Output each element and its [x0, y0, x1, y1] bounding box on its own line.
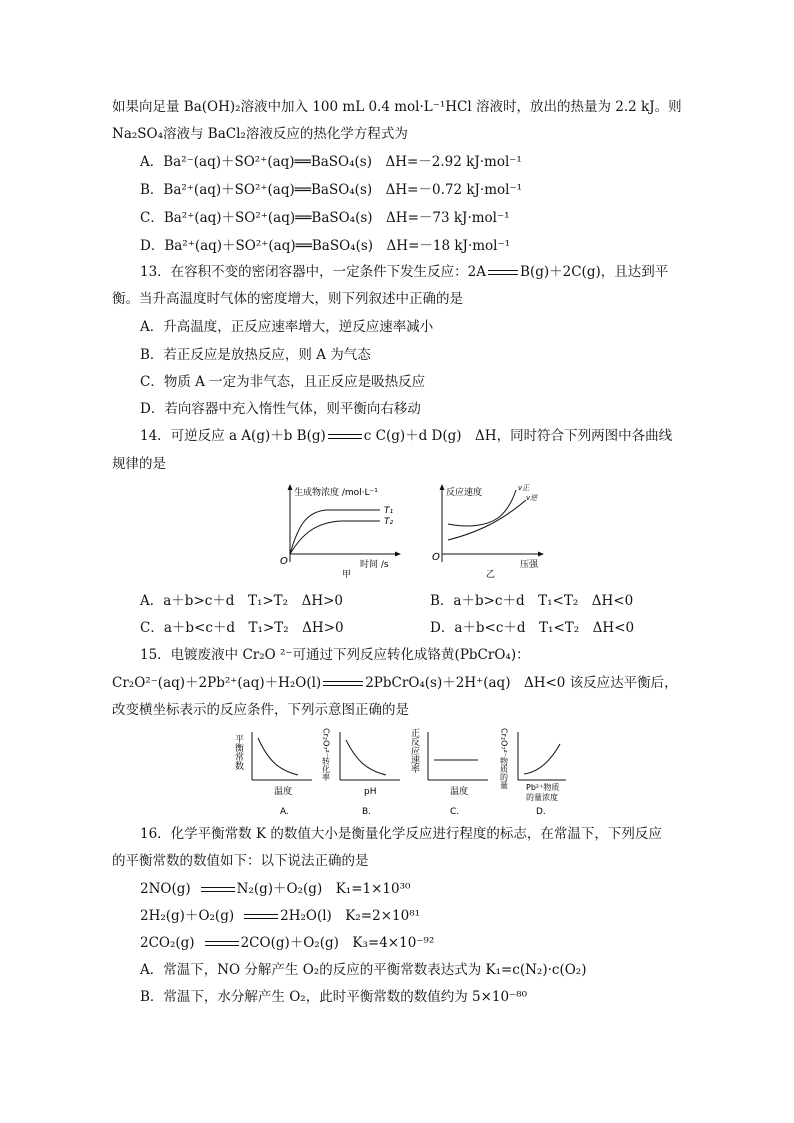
q16-option-a: A．常温下，NO 分解产生 O₂的反应的平衡常数表达式为 K₁=c(N₂)·c(O₂) [140, 962, 587, 978]
jia-curve-t2 [290, 521, 380, 554]
q16-reaction-3 [140, 934, 434, 952]
panel-d-xlabel-line-2: 的量浓度 [526, 793, 558, 802]
yi-v-ni-label: v逆 [526, 494, 538, 502]
yi-y-label: 反应速度 [446, 488, 483, 498]
q13-option-c: C．物质 A 一定为非气态，且正反应是吸热反应 [140, 374, 426, 390]
q13-stem-part-2: B(g)＋2C(g)，且达到平 [520, 264, 669, 280]
q13-stem-line-2: 衡。当升高温度时气体的密度增大，则下列叙述中正确的是 [112, 291, 463, 307]
q14-option-d: D．a＋b<c＋d T₁<T₂ ΔH<0 [430, 620, 635, 636]
q16-reaction-2 [140, 907, 420, 925]
q14-option-a: A．a＋b>c＋d T₁>T₂ ΔH>0 [140, 593, 344, 609]
q16-r2-left: 2H₂(g)＋O₂(g) [140, 908, 235, 924]
equilibrium-arrow-icon [323, 679, 363, 689]
jia-t2-label: T₂ [384, 517, 394, 527]
q13-option-a: A．升高温度，正反应速率增大，逆反应速率减小 [140, 319, 434, 335]
q16-stem-line-2: 的平衡常数的数值如下：以下说法正确的是 [112, 853, 369, 869]
equilibrium-arrow-icon [328, 432, 362, 442]
q15-panel-a [233, 732, 312, 817]
yi-x-arrow-icon [538, 552, 544, 557]
jia-caption: 甲 [342, 570, 352, 580]
panel-d-letter: D. [536, 807, 546, 817]
panel-d-xlabel-line-1: Pb²⁺物质 [526, 783, 560, 792]
jia-origin: O [280, 556, 288, 567]
q15-equation [112, 674, 678, 692]
panel-a-ylabel: 平衡常数 [233, 734, 243, 770]
intro-line-2: Na₂SO₄溶液与 BaCl₂溶液反应的热化学方程式为 [112, 126, 408, 142]
q15-stem-line-3: 改变横坐标表示的反应条件，下列示意图正确的是 [112, 702, 409, 718]
panel-d-ylabel: Cr₂O₇²⁻物质的量 [499, 728, 509, 790]
equilibrium-arrow-icon [488, 268, 518, 278]
q16-stem-line-1: 16．化学平衡常数 K 的数值大小是衡量化学反应进行程度的标志，在常温下，下列反应 [140, 826, 662, 842]
yi-origin: O [432, 552, 440, 563]
jia-x-label: 时间 /s [360, 560, 389, 570]
panel-b-ylabel: Cr₂O₇²⁻转化率 [321, 728, 331, 782]
panel-c-ylabel: 正反应速率 [409, 728, 419, 773]
q14-stem-part-1: 14．可逆反应 a A(g)＋b B(g) [140, 428, 326, 444]
equilibrium-arrow-icon [205, 939, 239, 949]
panel-a-xlabel: 温度 [274, 787, 293, 797]
q16-r3-left: 2CO₂(g) [140, 935, 195, 951]
panel-c-xlabel: 温度 [450, 787, 469, 797]
panel-d-curve [524, 744, 560, 774]
q12-option-b: B．Ba²⁺(aq)＋SO²⁺(aq)══BaSO₄(s) ΔH=－0.72 kJ·mol⁻¹ [140, 182, 522, 198]
yi-y-arrow-icon [440, 484, 445, 490]
panel-b-letter: B. [362, 807, 372, 817]
q12-option-d: D．Ba²⁺(aq)＋SO²⁺(aq)══BaSO₄(s) ΔH=－18 kJ·mol⁻¹ [140, 238, 511, 254]
q14-stem-part-2: c C(g)＋d D(g) ΔH，同时符合下列两图中各曲线 [363, 428, 673, 444]
q16-option-b: B．常温下，水分解产生 O₂，此时平衡常数的数值约为 5×10⁻⁸⁰ [140, 989, 528, 1005]
panel-a-curve [258, 738, 298, 775]
q14-stem-line-1 [140, 427, 672, 445]
figure-yi [428, 478, 558, 578]
jia-y-label: 生成物浓度 /mol·L⁻¹ [294, 488, 378, 498]
q16-r1-right: N₂(g)＋O₂(g) K₁=1×10³⁰ [236, 881, 411, 897]
intro-line-1: 如果向足量 Ba(OH)₂溶液中加入 100 mL 0.4 mol·L⁻¹HCl 溶液时，放出的热量为 2.2 kJ。则 [112, 99, 682, 115]
q13-stem-part-1: 13．在容积不变的密闭容器中，一定条件下发生反应：2A [140, 264, 487, 280]
yi-curve-v-ni [448, 500, 526, 540]
q16-r2-right: 2H₂O(l) K₂=2×10⁸¹ [280, 908, 421, 924]
yi-v-zheng-label: v正 [518, 484, 530, 492]
q13-option-d: D．若向容器中充入惰性气体，则平衡向右移动 [140, 401, 421, 417]
jia-curve-t1 [290, 510, 380, 554]
q15-eq-left: Cr₂O²⁻(aq)＋2Pb²⁺(aq)＋H₂O(l) [112, 675, 322, 691]
yi-x-label: 压强 [520, 560, 539, 570]
q16-r1-left: 2NO(g) [140, 881, 191, 897]
q15-stem-line-1: 15．电镀废液中 Cr₂O ²⁻可通过下列反应转化成铬黄(PbCrO₄)： [140, 647, 530, 663]
q15-figure-panels [233, 726, 568, 821]
q15-panel-b [322, 728, 401, 817]
panel-b-curve [346, 740, 386, 775]
q13-stem-line-1 [140, 263, 668, 281]
panel-a-letter: A. [280, 807, 289, 817]
q15-eq-right: 2PbCrO₄(s)＋2H⁺(aq) ΔH<0 该反应达平衡后， [365, 675, 678, 691]
jia-y-arrow-icon [288, 484, 293, 490]
panel-b-xlabel: pH [364, 787, 377, 797]
q12-option-a: A．Ba²⁻(aq)＋SO²⁺(aq)══BaSO₄(s) ΔH=－2.92 kJ·mol⁻¹ [140, 154, 522, 170]
q15-panel-c [409, 728, 488, 817]
q13-option-b: B．若正反应是放热反应，则 A 为气态 [140, 347, 371, 363]
jia-t1-label: T₁ [384, 506, 394, 516]
q12-option-c: C．Ba²⁺(aq)＋SO²⁺(aq)══BaSO₄(s) ΔH=－73 kJ·mol⁻¹ [140, 210, 510, 226]
panel-c-letter: C. [450, 807, 460, 817]
jia-x-arrow-icon [395, 552, 401, 557]
q14-option-c: C．a＋b<c＋d T₁>T₂ ΔH>0 [140, 620, 344, 636]
equilibrium-arrow-icon [201, 885, 235, 895]
q16-reaction-1 [140, 880, 410, 898]
equilibrium-arrow-icon [244, 912, 278, 922]
q16-r3-right: 2CO(g)＋O₂(g) K₃=4×10⁻⁹² [240, 935, 435, 951]
q14-stem-line-2: 规律的是 [112, 456, 166, 472]
q14-option-b: B．a＋b>c＋d T₁<T₂ ΔH<0 [430, 593, 634, 609]
yi-caption: 乙 [486, 570, 496, 580]
q15-panel-d [500, 728, 567, 817]
figure-jia [272, 478, 412, 578]
